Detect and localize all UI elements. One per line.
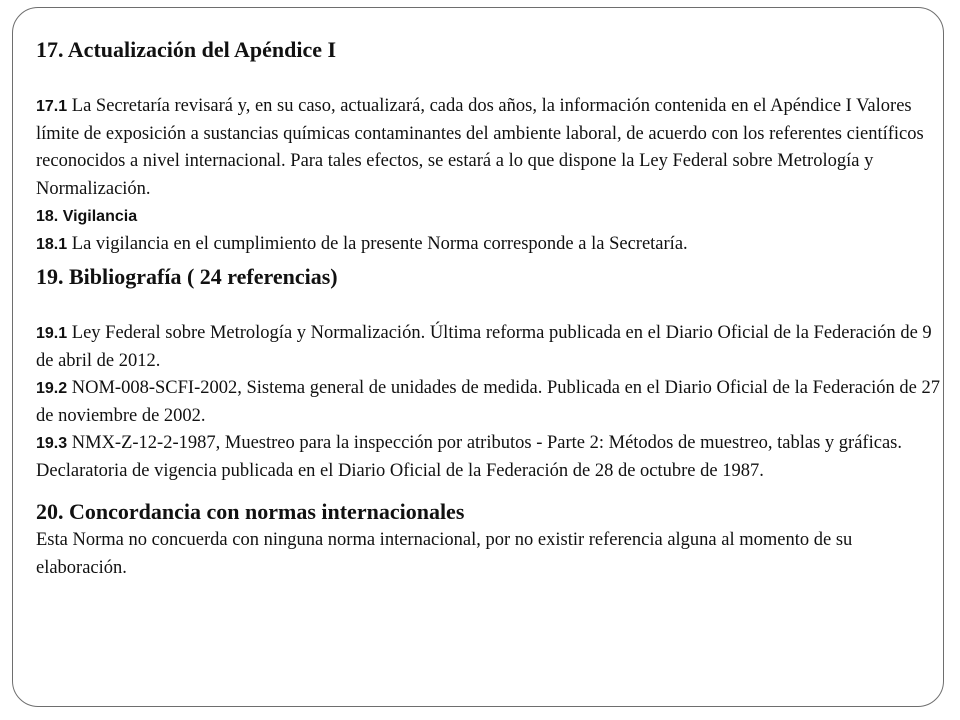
- reference-19-1: [36, 320, 941, 375]
- clause-number-17-1: 17.1: [36, 98, 68, 115]
- section-20-heading: 20. Concordancia con normas internacionales: [36, 499, 465, 524]
- reference-text-19-2: NOM-008-SCFI-2002, Sistema general de unidades de medida. Publicada en el Diario Oficial de la Federación de 27 de noviembre de 2002.: [36, 378, 940, 426]
- reference-number-19-2: 19.2: [36, 380, 68, 397]
- document-body: [36, 35, 941, 582]
- spacer: [36, 292, 941, 320]
- reference-number-19-1: 19.1: [36, 325, 68, 342]
- spacer: [36, 485, 941, 497]
- clause-text-17-1: La Secretaría revisará y, en su caso, actualizará, cada dos años, la información contenida en el Apéndice I Valores límite de exposición a sustancias químicas contaminantes del ambiente laboral, de acuerdo con los referentes científicos reconocidos a nivel internacional. Para tales efectos, se estará a lo que dispone la Ley Federal sobre Metrología y Normalización.: [36, 96, 924, 199]
- clause-text-18-1: La vigilancia en el cumplimiento de la presente Norma corresponde a la Secretaría.: [67, 233, 688, 254]
- reference-19-2: [36, 375, 941, 430]
- section-17-1-paragraph: [36, 93, 941, 203]
- section-18-heading: 18. Vigilancia: [36, 208, 138, 225]
- section-20-paragraph: Esta Norma no concuerda con ninguna norma internacional, por no existir referencia alguna al momento de su elaboración.: [36, 530, 853, 578]
- clause-number-18-1: 18.1: [36, 235, 68, 253]
- section-19-heading: 19. Bibliografía ( 24 referencias): [36, 264, 338, 289]
- reference-text-19-1: Ley Federal sobre Metrología y Normalización. Última reforma publicada en el Diario Oficial de la Federación de 9 de abril de 2012.: [36, 323, 932, 371]
- reference-19-3: [36, 430, 941, 485]
- reference-text-19-3: NMX-Z-12-2-1987, Muestreo para la inspección por atributos - Parte 2: Métodos de muestreo, tablas y gráficas. Declaratoria de vigencia publicada en el Diario Oficial de la Federación de 28 de octubre de 1987.: [36, 433, 902, 481]
- spacer: [36, 65, 941, 93]
- reference-number-19-3: 19.3: [36, 435, 68, 452]
- section-18-1-paragraph: [36, 231, 941, 259]
- section-17-heading: 17. Actualización del Apéndice I: [36, 37, 337, 62]
